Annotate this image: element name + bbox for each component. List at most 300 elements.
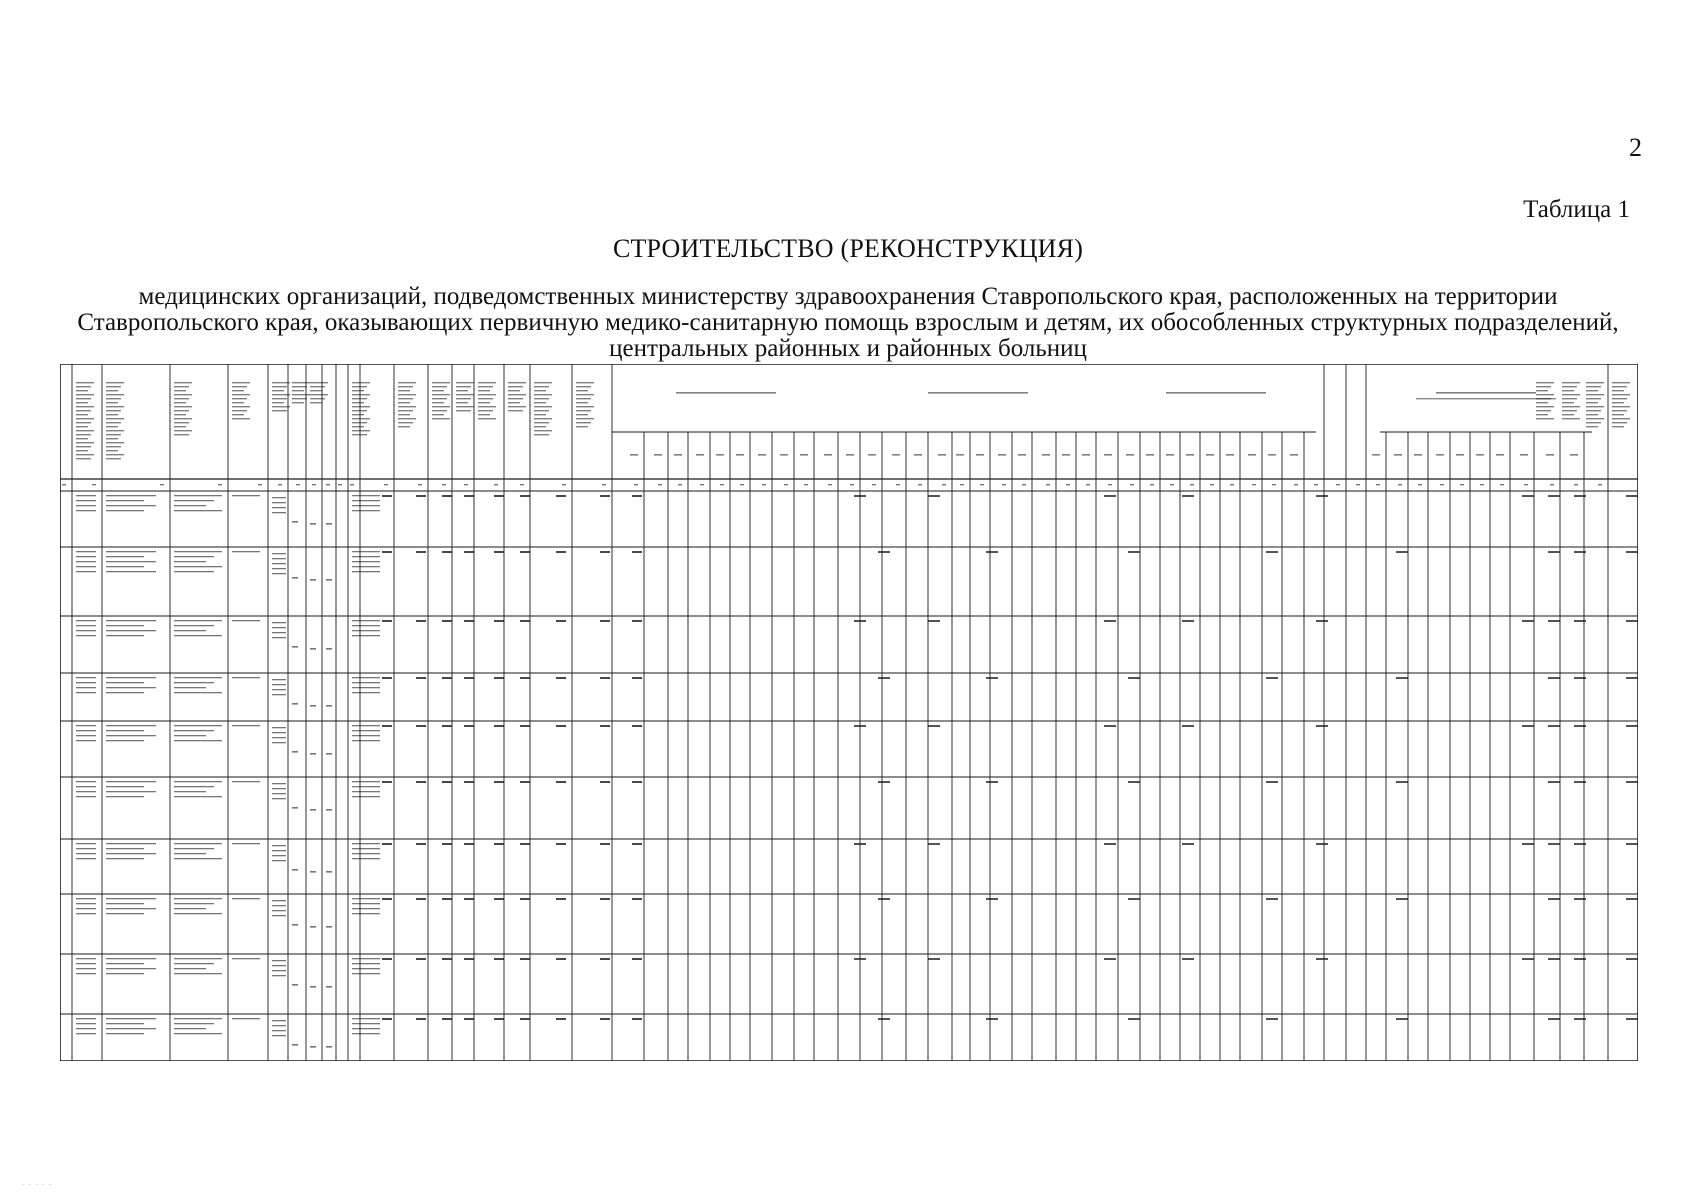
header-text-mark <box>534 430 552 431</box>
row-text-mark <box>272 798 286 799</box>
row-text-mark <box>352 853 380 854</box>
column-number-mark <box>980 484 984 485</box>
value-mark <box>464 1018 474 1020</box>
header-text-mark <box>106 382 124 383</box>
row-text-mark <box>76 740 96 741</box>
row-text-mark <box>272 573 286 574</box>
row-text-mark <box>76 898 96 899</box>
row-text-mark <box>174 561 206 562</box>
row-text-mark <box>174 1033 222 1034</box>
header-text-mark <box>76 386 91 387</box>
header-text-mark <box>478 418 496 419</box>
row-text-mark <box>272 910 286 911</box>
row-text-mark <box>232 620 260 621</box>
row-text-mark <box>292 646 298 648</box>
header-text-mark <box>272 386 287 387</box>
header-text-mark <box>576 386 591 387</box>
header-text-mark <box>1562 418 1580 419</box>
column-number-mark <box>296 484 300 485</box>
header-text-mark <box>1612 394 1630 395</box>
value-mark <box>442 495 452 497</box>
row-text-mark <box>76 682 96 683</box>
row-text-mark <box>174 740 222 741</box>
value-mark <box>632 495 642 497</box>
column-number-mark <box>1524 484 1528 485</box>
row-text-mark <box>352 561 380 562</box>
value-mark <box>464 677 474 679</box>
header-text-mark <box>398 386 413 387</box>
page-number: 2 <box>1629 133 1642 162</box>
subheader-text-mark <box>630 454 638 456</box>
header-text-mark <box>106 430 124 431</box>
value-mark <box>442 1018 452 1020</box>
column-number-mark <box>1252 484 1256 485</box>
subheader-text-mark <box>1018 454 1026 456</box>
header-text-mark <box>292 390 304 391</box>
value-mark <box>1182 958 1194 960</box>
row-text-mark <box>106 551 156 552</box>
header-text-mark <box>76 450 88 451</box>
column-number-mark <box>464 484 468 485</box>
row-text-mark <box>76 796 96 797</box>
header-text-mark <box>106 406 124 407</box>
value-mark <box>464 958 474 960</box>
row-text-mark <box>106 853 156 854</box>
value-mark <box>520 495 530 497</box>
row-text-mark <box>174 692 222 693</box>
subheader-text-mark <box>1290 454 1298 456</box>
row-text-mark <box>76 551 96 552</box>
header-text-mark <box>106 386 121 387</box>
row-text-mark <box>106 903 144 904</box>
row-text-mark <box>174 858 222 859</box>
header-text-mark <box>1562 386 1577 387</box>
header-text-mark <box>1586 382 1604 383</box>
header-text-mark <box>478 402 490 403</box>
header-text-mark <box>76 426 88 427</box>
row-text-mark <box>272 1030 286 1031</box>
header-text-mark <box>352 410 367 411</box>
header-text-mark <box>398 426 410 427</box>
header-text-mark <box>174 386 189 387</box>
value-mark <box>1396 898 1408 900</box>
header-text-mark <box>174 426 186 427</box>
header-text-mark <box>174 430 192 431</box>
row-text-mark <box>272 845 286 846</box>
header-text-mark <box>76 458 91 459</box>
row-text-mark <box>272 553 286 554</box>
header-text-mark <box>478 390 490 391</box>
header-text-mark <box>272 406 290 407</box>
row-text-mark <box>106 630 156 631</box>
row-text-mark <box>272 793 286 794</box>
header-text-mark <box>352 434 367 435</box>
header-text-mark <box>1562 414 1574 415</box>
value-mark <box>442 620 452 622</box>
subheader-text-mark <box>914 454 922 456</box>
value-mark <box>494 495 504 497</box>
header-text-mark <box>106 442 124 443</box>
column-number-mark <box>1440 484 1444 485</box>
row-text-mark <box>272 502 286 503</box>
column-number-mark <box>278 484 282 485</box>
header-text-mark <box>432 414 444 415</box>
header-text-mark <box>456 410 471 411</box>
row-text-mark <box>106 500 144 501</box>
header-text-mark <box>272 398 287 399</box>
row-text-mark <box>310 986 316 988</box>
value-mark <box>416 495 426 497</box>
row-text-mark <box>106 635 144 636</box>
header-text-mark <box>1612 402 1624 403</box>
value-mark <box>632 1018 642 1020</box>
row-text-mark <box>106 1028 156 1029</box>
row-text-mark <box>76 730 96 731</box>
column-number-mark <box>1230 484 1234 485</box>
row-text-mark <box>174 571 214 572</box>
header-text-mark <box>534 426 546 427</box>
row-text-mark <box>232 551 260 552</box>
column-number-mark <box>1294 484 1298 485</box>
row-text-mark <box>352 682 380 683</box>
row-text-mark <box>326 523 332 525</box>
row-text-mark <box>272 568 286 569</box>
column-number-mark <box>1376 484 1380 485</box>
subheader-text-mark <box>976 454 984 456</box>
value-mark <box>878 677 890 679</box>
value-mark <box>442 551 452 553</box>
column-number-mark <box>1314 484 1318 485</box>
value-mark <box>854 725 866 727</box>
value-mark <box>416 677 426 679</box>
value-mark <box>878 551 890 553</box>
column-number-mark <box>896 484 900 485</box>
row-text-mark <box>272 622 286 623</box>
row-text-mark <box>174 786 214 787</box>
row-text-mark <box>272 563 286 564</box>
row-text-mark <box>310 579 316 581</box>
value-mark <box>1266 677 1278 679</box>
header-text-mark <box>76 422 91 423</box>
header-text-mark <box>352 398 367 399</box>
header-text-mark <box>106 394 124 395</box>
row-text-mark <box>272 737 286 738</box>
value-mark <box>556 781 566 783</box>
header-text-mark <box>272 410 287 411</box>
row-text-mark <box>76 903 96 904</box>
row-text-mark <box>76 495 96 496</box>
row-text-mark <box>352 848 380 849</box>
row-text-mark <box>272 975 286 976</box>
row-text-mark <box>106 1018 156 1019</box>
row-text-mark <box>106 725 156 726</box>
row-text-mark <box>106 682 144 683</box>
value-mark <box>1316 620 1328 622</box>
value-mark <box>600 495 610 497</box>
row-text-mark <box>106 495 156 496</box>
row-text-mark <box>352 730 380 731</box>
header-text-mark <box>352 390 364 391</box>
subheader-text-mark <box>654 454 662 456</box>
column-number-mark <box>784 484 788 485</box>
value-mark <box>416 958 426 960</box>
row-text-mark <box>272 637 286 638</box>
value-mark <box>442 898 452 900</box>
header-text-mark <box>292 394 310 395</box>
band-header-text-mark <box>676 392 776 394</box>
row-text-mark <box>352 495 380 496</box>
column-number-mark <box>1574 484 1578 485</box>
header-text-mark <box>352 418 370 419</box>
header-text-mark <box>456 390 468 391</box>
subheader-text-mark <box>1520 454 1528 456</box>
row-text-mark <box>76 1023 96 1024</box>
row-text-mark <box>352 796 380 797</box>
row-text-mark <box>352 858 380 859</box>
row-text-mark <box>174 500 214 501</box>
header-text-mark <box>534 382 552 383</box>
value-mark <box>986 1018 998 1020</box>
subheader-text-mark <box>736 454 744 456</box>
row-text-mark <box>272 855 286 856</box>
value-mark <box>1182 495 1194 497</box>
header-text-mark <box>174 434 189 435</box>
column-number-mark <box>1480 484 1484 485</box>
value-mark <box>1626 843 1638 845</box>
row-text-mark <box>272 960 286 961</box>
row-text-mark <box>352 625 380 626</box>
subheader-text-mark <box>1456 454 1464 456</box>
header-text-mark <box>432 386 447 387</box>
value-mark <box>520 898 530 900</box>
header-text-mark <box>1586 386 1601 387</box>
row-text-mark <box>76 635 96 636</box>
header-text-mark <box>76 446 91 447</box>
row-text-mark <box>352 1033 380 1034</box>
value-mark <box>632 843 642 845</box>
row-text-mark <box>272 727 286 728</box>
value-mark <box>556 1018 566 1020</box>
value-mark <box>632 781 642 783</box>
column-number-mark <box>258 484 262 485</box>
column-number-mark <box>520 484 524 485</box>
row-text-mark <box>174 853 206 854</box>
row-text-mark <box>352 786 380 787</box>
header-text-mark <box>1586 402 1598 403</box>
subheader-text-mark <box>1206 454 1214 456</box>
construction-table <box>60 364 1638 1061</box>
row-text-mark <box>106 735 156 736</box>
header-text-mark <box>478 398 493 399</box>
row-text-mark <box>106 561 156 562</box>
row-text-mark <box>326 648 332 650</box>
header-text-mark <box>534 422 549 423</box>
row-text-mark <box>310 648 316 650</box>
header-text-mark <box>1612 386 1627 387</box>
header-text-mark <box>1612 426 1624 427</box>
header-text-mark <box>398 414 410 415</box>
row-text-mark <box>174 625 214 626</box>
subheader-text-mark <box>1146 454 1154 456</box>
value-mark <box>854 495 866 497</box>
header-text-mark <box>1586 406 1604 407</box>
row-text-mark <box>174 687 206 688</box>
row-text-mark <box>272 970 286 971</box>
row-text-mark <box>106 781 156 782</box>
header-text-mark <box>1586 414 1598 415</box>
header-text-mark <box>398 394 416 395</box>
header-text-mark <box>352 426 364 427</box>
header-text-mark <box>232 386 247 387</box>
header-text-mark <box>1536 394 1554 395</box>
row-text-mark <box>292 521 298 523</box>
column-number-mark <box>1170 484 1174 485</box>
row-text-mark <box>76 620 96 621</box>
header-text-mark <box>508 410 523 411</box>
header-text-mark <box>310 390 322 391</box>
row-text-mark <box>174 566 222 567</box>
value-mark <box>382 1018 392 1020</box>
value-mark <box>1316 725 1328 727</box>
header-text-mark <box>76 406 94 407</box>
row-text-mark <box>232 725 260 726</box>
header-text-mark <box>398 422 413 423</box>
value-mark <box>854 620 866 622</box>
value-mark <box>416 898 426 900</box>
header-text-mark <box>1562 398 1577 399</box>
value-mark <box>600 898 610 900</box>
subheader-text-mark <box>1476 454 1484 456</box>
subheader-text-mark <box>1126 454 1134 456</box>
header-text-mark <box>1612 406 1630 407</box>
value-mark <box>1548 958 1560 960</box>
row-text-mark <box>272 783 286 784</box>
value-mark <box>442 958 452 960</box>
row-text-mark <box>352 973 380 974</box>
value-mark <box>1626 551 1638 553</box>
row-text-mark <box>174 968 206 969</box>
value-mark <box>600 620 610 622</box>
row-text-mark <box>352 692 380 693</box>
header-text-mark <box>76 402 88 403</box>
row-text-mark <box>352 505 380 506</box>
row-text-mark <box>106 677 156 678</box>
column-number-mark <box>634 484 638 485</box>
header-text-mark <box>398 398 413 399</box>
subheader-text-mark <box>1394 454 1402 456</box>
value-mark <box>464 781 474 783</box>
column-number-mark <box>1398 484 1402 485</box>
header-text-mark <box>232 390 244 391</box>
header-text-mark <box>508 406 526 407</box>
header-text-mark <box>232 398 247 399</box>
value-mark <box>1396 551 1408 553</box>
row-text-mark <box>352 903 380 904</box>
header-text-mark <box>1562 394 1580 395</box>
row-text-mark <box>76 687 96 688</box>
value-mark <box>382 725 392 727</box>
value-mark <box>520 781 530 783</box>
row-text-mark <box>326 579 332 581</box>
header-text-mark <box>1586 410 1601 411</box>
value-mark <box>416 620 426 622</box>
value-mark <box>600 843 610 845</box>
value-mark <box>1548 1018 1560 1020</box>
subheader-text-mark <box>800 454 808 456</box>
row-text-mark <box>76 781 96 782</box>
value-mark <box>632 898 642 900</box>
value-mark <box>1396 781 1408 783</box>
row-text-mark <box>352 781 380 782</box>
row-text-mark <box>352 1028 380 1029</box>
row-text-mark <box>272 788 286 789</box>
subheader-text-mark <box>846 454 854 456</box>
value-mark <box>1104 725 1116 727</box>
row-text-mark <box>352 551 380 552</box>
value-mark <box>1128 781 1140 783</box>
row-text-mark <box>272 632 286 633</box>
column-number-mark <box>960 484 964 485</box>
header-text-mark <box>576 414 588 415</box>
header-text-mark <box>432 394 450 395</box>
row-text-mark <box>272 860 286 861</box>
value-mark <box>1104 495 1116 497</box>
value-mark <box>416 725 426 727</box>
value-mark <box>464 843 474 845</box>
row-text-mark <box>272 915 286 916</box>
value-mark <box>520 1018 530 1020</box>
header-text-mark <box>76 394 94 395</box>
header-text-mark <box>232 382 250 383</box>
row-text-mark <box>106 620 156 621</box>
header-text-mark <box>398 390 410 391</box>
header-text-mark <box>478 386 493 387</box>
table-grid <box>60 364 1638 1061</box>
header-text-mark <box>76 418 94 419</box>
row-text-mark <box>76 630 96 631</box>
value-mark <box>1182 843 1194 845</box>
header-text-mark <box>508 386 523 387</box>
value-mark <box>928 620 940 622</box>
header-text-mark <box>1536 386 1551 387</box>
value-mark <box>1266 1018 1278 1020</box>
value-mark <box>494 958 504 960</box>
value-mark <box>1182 725 1194 727</box>
value-mark <box>556 677 566 679</box>
column-number-mark <box>740 484 744 485</box>
value-mark <box>600 1018 610 1020</box>
value-mark <box>382 495 392 497</box>
value-mark <box>1128 551 1140 553</box>
row-text-mark <box>174 1023 214 1024</box>
header-text-mark <box>76 390 88 391</box>
value-mark <box>1574 495 1586 497</box>
row-text-mark <box>174 796 222 797</box>
value-mark <box>1574 620 1586 622</box>
header-text-mark <box>1586 394 1604 395</box>
header-text-mark <box>174 410 189 411</box>
value-mark <box>1316 843 1328 845</box>
value-mark <box>928 843 940 845</box>
subheader-text-mark <box>1166 454 1174 456</box>
header-text-mark <box>1612 414 1624 415</box>
header-text-mark <box>352 386 367 387</box>
column-number-mark <box>804 484 808 485</box>
row-text-mark <box>272 689 286 690</box>
header-text-mark <box>232 402 244 403</box>
row-text-mark <box>106 913 144 914</box>
header-text-mark <box>432 390 444 391</box>
